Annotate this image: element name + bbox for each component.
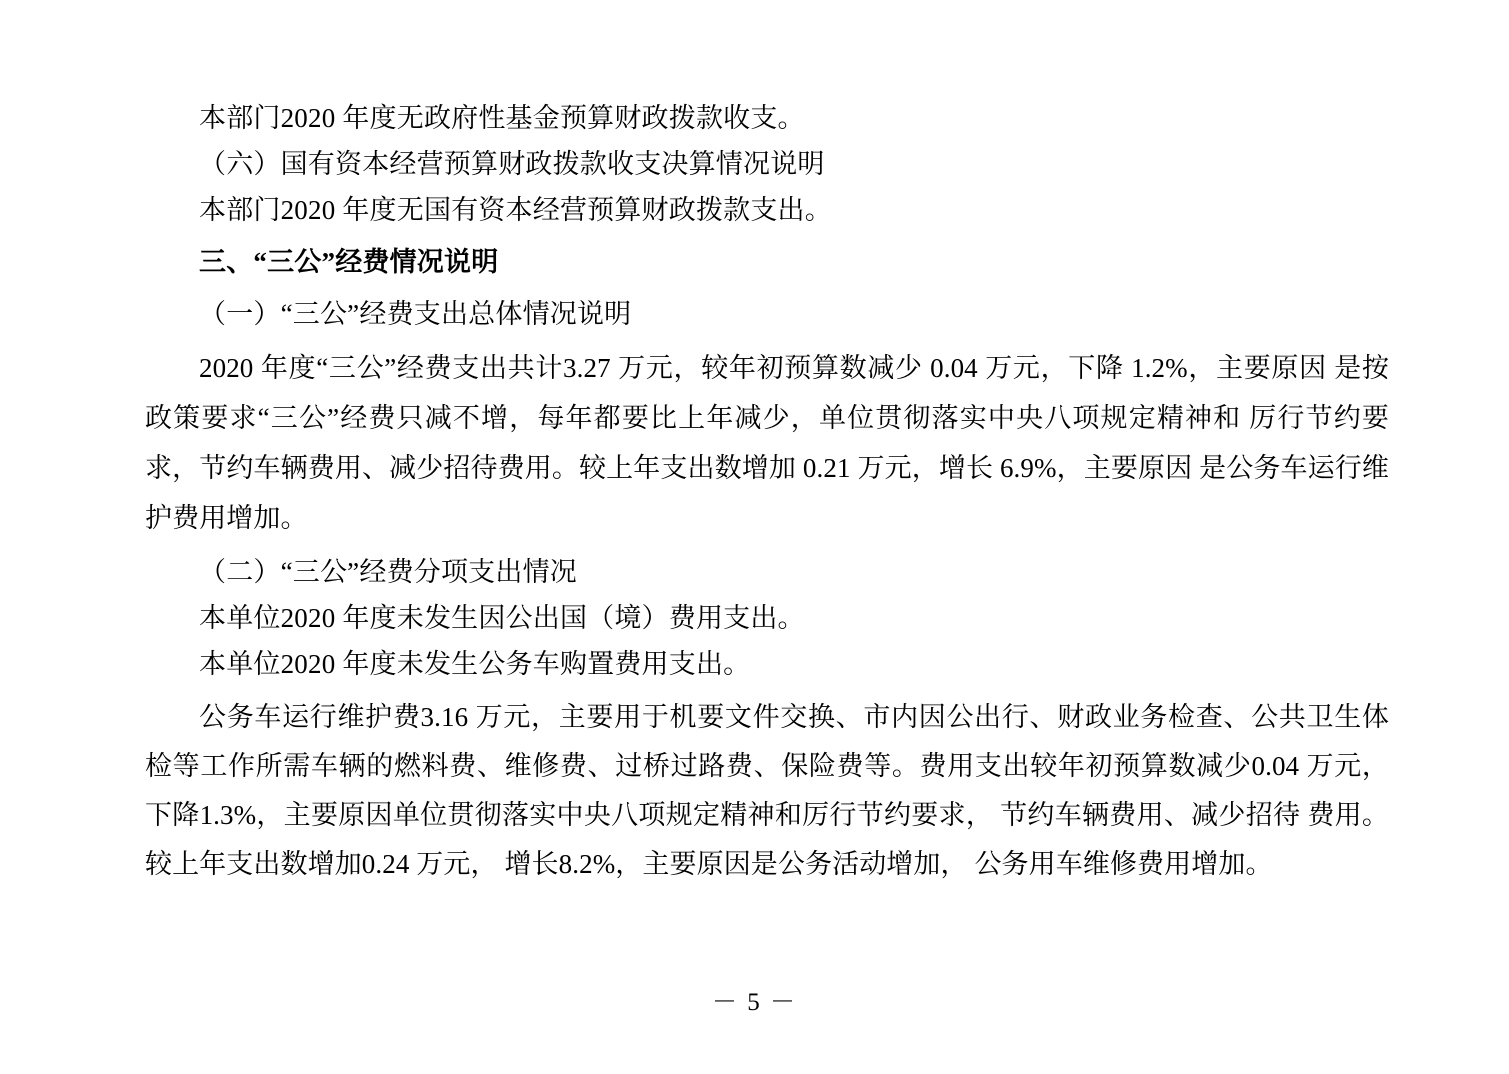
text-line-overseas: 本单位2020 年度未发生因公出国（境）费用支出。 <box>199 603 805 633</box>
page-number: － 5 － <box>711 989 797 1016</box>
subsection-heading-one: （一）“三公”经费支出总体情况说明 <box>199 299 632 329</box>
text-line-1: 本部门2020 年度无政府性基金预算财政拨款收支。 <box>199 103 805 133</box>
paragraph-vehicle-maintenance: 公务车运行维护费3.16 万元，主要用于机要文件交换、市内因公出行、财政业务检查、公共卫生体检等工作所需车辆的燃料费、维修费、过桥过路费、保险费等。费用支出较年初预算数减少0.04 万元，下降1.3%，主要原因单位贯彻落实中央八项规定精神和厉行节约要求， 节约车辆费用、减少招待 费用。较上年支出数增加0.24 万元， 增长8.2%，主要原因是公务活动增加， 公务用车维修费用增加。 <box>145 702 1389 879</box>
text-line-2: （六）国有资本经营预算财政拨款收支决算情况说明 <box>199 149 825 179</box>
paragraph-overall-expense: 2020 年度“三公”经费支出共计3.27 万元，较年初预算数减少 0.04 万元，下降 1.2%，主要原因 是按政策要求“三公”经费只减不增，每年都要比上年减少，单位贯彻落实中央八项规定精神和 厉行节约要求，节约车辆费用、减少招待费用。较上年支出数增加 0.21 万元，增长 6.9%，主要原因 是公务车运行维护费用增加。 <box>145 353 1389 533</box>
subsection-heading-two: （二）“三公”经费分项支出情况 <box>199 557 577 587</box>
text-line-3: 本部门2020 年度无国有资本经营预算财政拨款支出。 <box>199 195 832 225</box>
section-heading-three: 三、“三公”经费情况说明 <box>199 247 499 277</box>
text-line-vehicle-purchase: 本单位2020 年度未发生公务车购置费用支出。 <box>199 649 751 679</box>
